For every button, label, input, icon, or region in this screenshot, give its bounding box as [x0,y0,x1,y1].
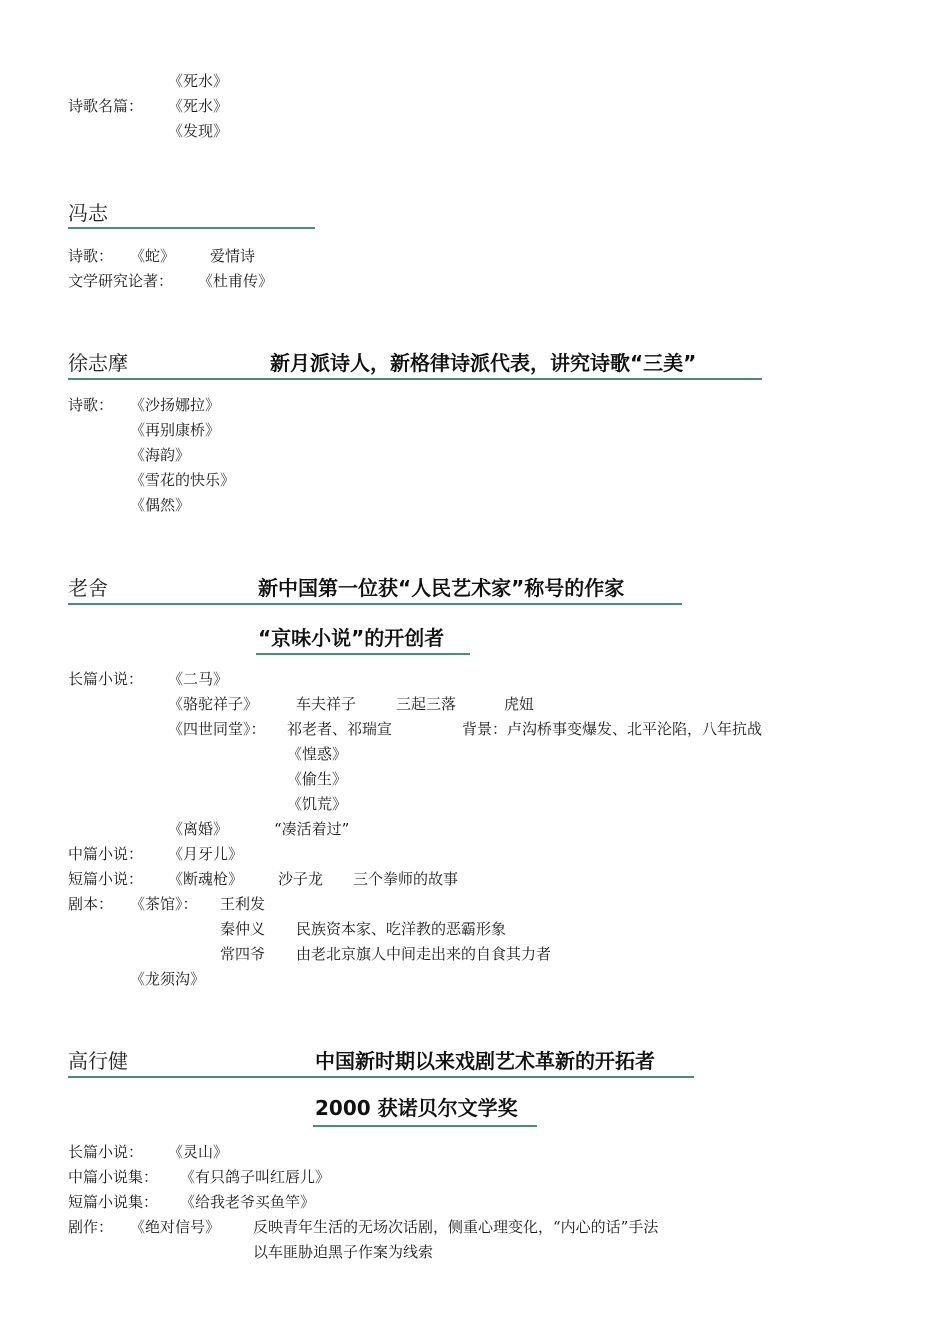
poem-item: 《死水》 [168,97,229,115]
heading-underline [68,227,315,229]
work-note: 反映青年生活的无场次话剧，侧重心理变化，“内心的话”手法 [253,1218,659,1236]
author-headline: 新月派诗人，新格律诗派代表，讲究诗歌“三美” [270,351,697,375]
character-name: 王利发 [220,895,266,913]
work-title: 《有只鸽子叫红唇儿》 [180,1168,331,1186]
author-name: 高行健 [68,1049,128,1073]
heading-underline [68,603,682,605]
work-note: 沙子龙 [278,870,324,888]
author-headline: “京味小说”的开创者 [258,626,445,650]
category-label: 中篇小说集： [68,1168,159,1186]
author-headline: 中国新时期以来戏剧艺术革新的开拓者 [315,1049,655,1073]
work-title: 《月牙儿》 [168,845,244,863]
work-note: 虎妞 [504,695,535,713]
work-title: 《龙须沟》 [130,970,206,988]
work-note: 祁老者、祁瑞宣 [287,720,393,738]
category-label: 短篇小说集： [68,1193,159,1211]
work-note: 三起三落 [396,695,457,713]
work-title: 《饥荒》 [287,795,348,813]
category-label: 长篇小说： [68,670,144,688]
author-name: 徐志摩 [68,351,128,375]
poem-item: 《发现》 [168,122,229,140]
work-note: 三个拳师的故事 [353,870,459,888]
poem-list-label: 诗歌名篇： [68,97,144,115]
category-label: 诗歌： [68,247,114,265]
category-label: 长篇小说： [68,1143,144,1161]
work-title: 《杜甫传》 [198,272,274,290]
work-note: 背景：卢沟桥事变爆发、北平沦陷，八年抗战 [462,720,763,738]
poem-item: 《死水》 [168,72,229,90]
heading-underline [256,653,470,655]
work-title: 《偷生》 [287,770,348,788]
work-title: 《灵山》 [168,1143,229,1161]
category-label: 短篇小说： [68,870,144,888]
work-title: 《给我老爷买鱼竿》 [180,1193,316,1211]
work-title: 《断魂枪》 [168,870,244,888]
work-title: 《沙扬娜拉》 [130,396,221,414]
category-label: 剧作： [68,1218,114,1236]
work-title: 《骆驼祥子》 [168,695,259,713]
work-title: 《雪花的快乐》 [130,471,236,489]
work-title: 《惶惑》 [287,745,348,763]
work-title: 《二马》 [168,670,229,688]
author-name: 老舍 [68,576,108,600]
work-note: 车夫祥子 [296,695,357,713]
author-headline: 新中国第一位获“人民艺术家”称号的作家 [258,576,625,600]
heading-underline [313,1125,537,1127]
work-title: 《海韵》 [130,446,191,464]
work-title: 《四世同堂》： [168,720,266,738]
character-desc: 由老北京旗人中间走出来的自食其力者 [296,945,552,963]
work-title: 《再别康桥》 [130,421,221,439]
work-title: 《离婚》 [168,820,229,838]
author-headline: 2000 获诺贝尔文学奖 [315,1096,518,1120]
work-title: 《绝对信号》 [130,1218,221,1236]
heading-underline [68,378,762,380]
heading-underline [68,1076,694,1078]
work-note: “凑活着过” [274,820,350,838]
character-desc: 民族资本家、吃洋教的恶霸形象 [296,920,507,938]
work-title: 《蛇》 [130,247,176,265]
work-title: 《茶馆》： [130,895,198,913]
work-title: 《偶然》 [130,496,191,514]
author-name: 冯志 [68,201,108,225]
category-label: 剧本： [68,895,114,913]
work-note: 以车匪胁迫黑子作案为线索 [253,1243,434,1261]
character-name: 秦仲义 [220,920,266,938]
category-label: 诗歌： [68,396,114,414]
character-name: 常四爷 [220,945,266,963]
category-label: 中篇小说： [68,845,144,863]
work-note: 爱情诗 [210,247,256,265]
category-label: 文学研究论著： [68,272,174,290]
